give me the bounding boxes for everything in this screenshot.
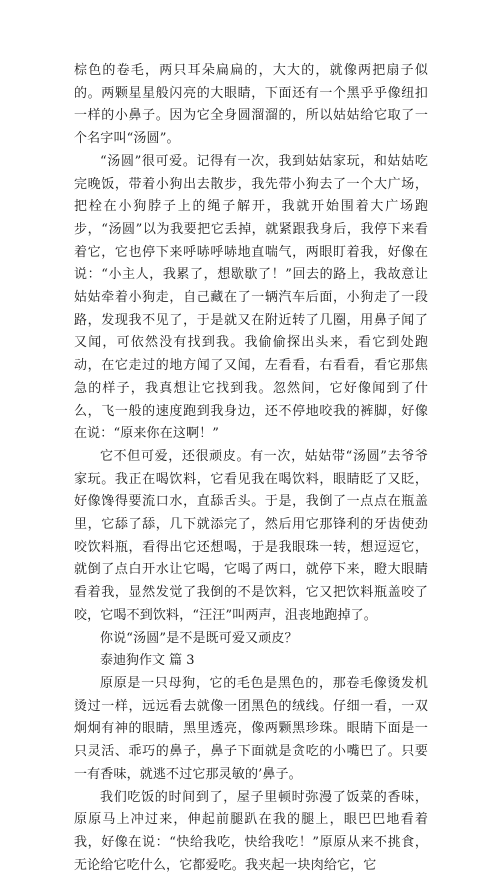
paragraph-4: 你说“汤圆”是不是既可爱又顽皮？ — [74, 628, 428, 651]
paragraph-5: 原原是一只母狗，它的毛色是黑色的，那卷毛像烫发机烫过一样，远远看去就像一团黑色的绒线。仔细一看，一双炯炯有神的眼睛，黑里透亮，像两颗黑珍珠。眼睛下面是一只灵活、乖巧的鼻子，鼻子下面就是贪吃的小嘴巴了。只要一有香味，就逃不过它那灵敏的’鼻子。 — [74, 673, 428, 787]
paragraph-1: 棕色的卷毛，两只耳朵扁扁的，大大的，就像两把扇子似的。两颗星星般闪亮的大眼睛，下面还有一个黑乎乎像纽扣一样的小鼻子。因为它全身圆溜溜的，所以姑姑给它取了一个名字叫“汤圆”。 — [74, 60, 428, 151]
section-heading: 泰迪狗作文 篇 3 — [74, 650, 428, 673]
paragraph-2: “汤圆”很可爱。记得有一次，我到姑姑家玩，和姑姑吃完晚饭，带着小狗出去散步，我先带小狗去了一个大广场，把栓在小狗脖子上的绳子解开，我就开始围着大广场跑步，“汤圆”以为我要把它丢掉，就紧跟我身后，我停下来看着它，它也停下来呼哧呼哧地直喘气，两眼盯着我，好像在说：“小主人，我累了，想歇歇了！”回去的路上，我故意让姑姑牵着小狗走，自己藏在了一辆汽车后面，小狗走了一段路，发现我不见了，于是就又在附近转了几圈，用鼻子闻了又闻，可依然没有找到我。我偷偷探出头来，看它到处跑动，在它走过的地方闻了又闻，左看看，右看看，看它那焦急的样子，我真想让它找到我。忽然间，它好像闻到了什么，飞一般的速度跑到我身边，还不停地咬我的裤脚，好像在说：“原来你在这啊！” — [74, 151, 428, 446]
paragraph-6: 我们吃饭的时间到了，屋子里顿时弥漫了饭菜的香味，原原马上冲过来，伸起前腿趴在我的腿上，眼巴巴地看着我，好像在说：“快给我吃，快给我吃！”原原从来不挑食，无论给它吃什么，它都爱吃。我夹起一块肉给它，它 — [74, 787, 428, 877]
article-body — [74, 60, 428, 877]
paragraph-3: 它不但可爱，还很顽皮。有一次，姑姑带“汤圆”去爷爷家玩。我正在喝饮料，它看见我在喝饮料，眼睛眨了又眨，好像馋得要流口水，直舔舌头。于是，我倒了一点点在瓶盖里，它舔了舔，几下就添完了，然后用它那锋利的牙齿使劲咬饮料瓶，看得出它还想喝，于是我眼珠一转，想逗逗它，就倒了点白开水让它喝，它喝了两口，就停下来，瞪大眼睛看着我，显然发觉了我倒的不是饮料，它又把饮料瓶盖咬了咬，它喝不到饮料，“汪汪”叫两声，沮丧地跑掉了。 — [74, 446, 428, 628]
